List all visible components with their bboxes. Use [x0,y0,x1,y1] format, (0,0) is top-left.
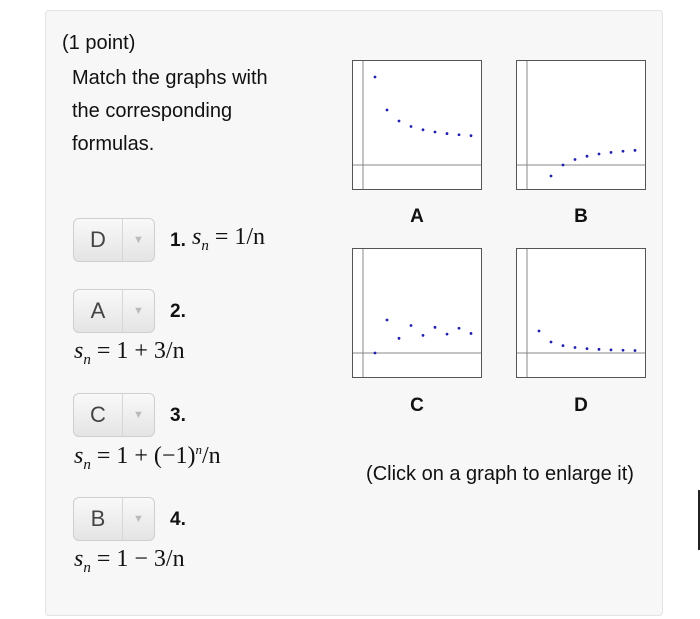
data-point [446,333,449,336]
formula-4-rhs: = 1 − 3/n [96,546,185,572]
problem-prompt: Match the graphs with the corresponding formulas. [72,67,268,155]
question-number-3: 3. [170,405,186,426]
graph-d-thumbnail[interactable] [516,248,646,378]
answer-select-3-value: C [90,402,106,427]
answer-select-4-value: B [90,506,106,531]
point-value: (1 point) [62,32,136,54]
graph-c-thumbnail[interactable] [352,248,482,378]
question-number-2: 2. [170,301,186,322]
data-point [574,346,577,349]
formula-3-sup: n [195,442,202,457]
data-point [374,76,377,79]
question-number-1: 1. [170,230,186,251]
question-number-4: 4. [170,509,186,530]
formula-2-sub: n [83,351,91,368]
formula-4-sub: n [83,559,91,576]
graph-c-plot [353,249,481,377]
data-point [634,349,637,352]
data-point [622,150,625,153]
chevron-down-icon: ▼ [122,219,154,261]
answer-select-4[interactable] [73,497,155,541]
data-point [374,352,377,355]
data-point [550,341,553,344]
formula-1 [192,224,265,255]
formula-2-rhs: = 1 + 3/n [96,338,185,364]
graph-b-plot [517,61,645,189]
formula-3-rhs1: = 1 + (−1) [96,443,196,469]
data-point [434,131,437,134]
chevron-down-icon: ▼ [122,290,154,332]
data-point [610,151,613,154]
data-point [550,175,553,178]
data-point [634,149,637,152]
formula-1-sub: n [201,237,209,254]
data-point [446,132,449,135]
graph-a-plot [353,61,481,189]
data-point [410,125,413,128]
formula-4 [74,546,185,577]
graph-a-label: A [410,206,424,227]
answer-select-1[interactable] [73,218,155,262]
formula-2-lhs: s [74,338,84,364]
answer-select-1-value: D [90,227,106,252]
formula-3 [74,442,221,474]
data-point [386,319,389,322]
chevron-down-icon: ▼ [122,498,154,540]
data-point [574,158,577,161]
formula-3-sub: n [83,456,91,473]
data-point [386,109,389,112]
data-point [398,120,401,123]
answer-select-3[interactable] [73,393,155,437]
graph-c-label: C [410,395,424,416]
answer-select-2[interactable] [73,289,155,333]
data-point [398,337,401,340]
graph-b-thumbnail[interactable] [516,60,646,190]
data-point [610,348,613,351]
data-point [562,344,565,347]
data-point [562,164,565,167]
formula-3-lhs: s [74,443,84,469]
graph-a-thumbnail[interactable] [352,60,482,190]
graph-b-label: B [574,206,588,227]
data-point [410,324,413,327]
data-point [422,128,425,131]
data-point [470,134,473,137]
formula-3-rhs2: /n [201,443,221,469]
formula-2 [74,338,185,369]
data-point [458,133,461,136]
graph-d-label: D [574,395,588,416]
data-point [598,348,601,351]
data-point [598,153,601,156]
chevron-down-icon: ▼ [122,394,154,436]
formula-1-lhs: s [192,224,202,250]
formula-1-rhs: = 1/n [214,224,266,250]
data-point [622,349,625,352]
data-point [470,332,473,335]
answer-select-2-value: A [90,298,106,323]
data-point [458,327,461,330]
data-point [422,334,425,337]
formula-4-lhs: s [74,546,84,572]
enlarge-hint: (Click on a graph to enlarge it) [366,463,634,485]
graph-d-plot [517,249,645,377]
data-point [538,330,541,333]
data-point [586,347,589,350]
data-point [434,326,437,329]
data-point [586,155,589,158]
